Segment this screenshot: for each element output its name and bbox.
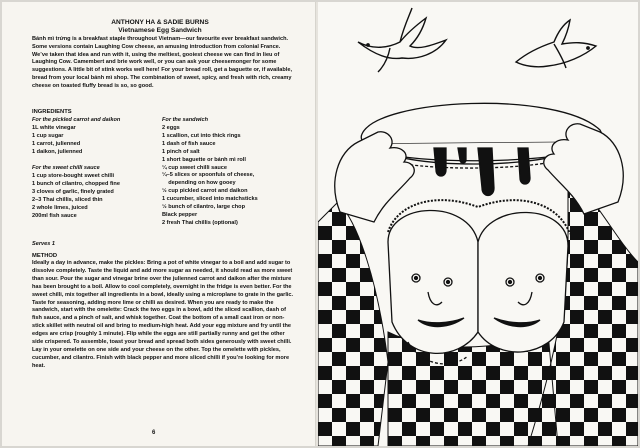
list-item: 2–3 Thai chillis, sliced thin: [32, 196, 103, 203]
list-item: 1 daikon, julienned: [32, 148, 83, 155]
list-item: ½ cup pickled carrot and daikon: [162, 188, 248, 195]
method-text: Ideally a day in advance, make the pickles: Bring a pot of white vinegar to a boil and add sugar to dissolve completely. Taste the liquid and add more sugar as needed, it should read as more sweet than sour. Pour the sugar and vinegar brine over the julienned carrot and daikon after the mixture has been brought to a boil. Allow to cool completely, overnight in the fridge is even better. For the sweet chilli, mix together all ingredients in a bowl, ideally using a microplane to grate in the garlic. Taste for seasoning, adding more lime or chilli as desired. When you are ready to make the sandwich, start with the omelette: Crack the two eggs in a bowl, add the sliced scallion, dash of fish sauce, and a pinch of salt, and whisk together. Coat the bottom of a small cast iron or non-stick skillet with neutral oil and bring to medium-high heat. Add your egg mixture and fry until the edges are crisp (roughly 1 minute). Flip while the eggs are still partially runny and get the other side crispered. To assemble, toast your bread and spread both sides generously with sweet chilli. Lay in your omelette on one side and your cheese on the other. Top the omelette with pickles, cucumber, and cilantro. Finish with black pepper and more sliced chilli if you’re looking for more heat.: [32, 260, 294, 369]
list-item: 1 dash of fish sauce: [162, 140, 216, 147]
list-item: 1 short baguette or bánh mì roll: [162, 156, 246, 163]
list-item: 1 cup sugar: [32, 132, 64, 139]
list-item: 1 carrot, julienned: [32, 140, 81, 147]
list-item: Black pepper: [162, 211, 198, 218]
sandwich-list: [162, 125, 258, 228]
list-item: 2 whole limes, juiced: [32, 204, 88, 211]
bird-right-icon: [516, 20, 596, 68]
pickles-heading: For the pickled carrot and daikon: [32, 117, 121, 123]
list-item: 2 eggs: [162, 125, 180, 131]
list-item: 1 scallion, cut into thick rings: [162, 132, 241, 139]
list-item: 200ml fish sauce: [32, 212, 77, 219]
list-item: 1L white vinegar: [32, 125, 76, 131]
faces-drawing: [388, 200, 570, 364]
recipe-header: [32, 19, 288, 35]
illustration-page: [318, 2, 638, 446]
sandwich-heading: For the sandwich: [162, 117, 208, 123]
recipe-title: Vietnamese Egg Sandwich: [118, 27, 202, 34]
list-item: ½ bunch of cilantro, large chop: [162, 204, 245, 211]
chilli-heading: For the sweet chilli sauce: [32, 165, 100, 171]
list-item: 3 cloves of garlic, finely grated: [32, 188, 114, 195]
list-item: 1 cucumber, sliced into matchsticks: [162, 196, 258, 203]
sandwich-illustration: [318, 2, 638, 446]
list-item: 1 pinch of salt: [162, 148, 200, 155]
bird-left-icon: [358, 8, 446, 72]
list-item: depending on how gooey: [162, 180, 236, 187]
page-number: 6: [152, 430, 156, 436]
ingredients-heading: INGREDIENTS: [32, 109, 72, 115]
pickles-list: [32, 125, 82, 157]
left-page: [2, 2, 316, 446]
serves-label: Serves 1: [32, 241, 56, 247]
list-item: ¼ cup sweet chilli sauce: [162, 164, 227, 171]
recipe-intro: Bánh mì trứng is a breakfast staple throughout Vietnam—our favourite ever breakfast sandwich. Some versions contain Laughing Cow cheese, an amusing introduction from colonial France. We’ve taken that idea and run with it, using the meltiest, gooiest cheese we can find in lieu of Laughing Cow. Camembert and brie work well, or you can ask your cheesemonger for some suggestions. A little bit of stink works well here! For your bread roll, get a baguette or, if available, bread from your local bánh mì shop. The combination of sweet, spicy, and fresh with rich, creamy cheese on toasted fluffy bread is so, so good.: [32, 36, 293, 89]
method-heading: METHOD: [32, 253, 58, 259]
list-item: 2 fresh Thai chillis (optional): [162, 219, 238, 226]
list-item: 1 bunch of cilantro, chopped fine: [32, 180, 120, 187]
recipe-authors: ANTHONY HA & SADIE BURNS: [111, 19, 209, 26]
list-item: ¼–5 slices or spoonfuls of cheese,: [162, 172, 255, 179]
chilli-list: [32, 173, 120, 220]
list-item: 1 cup store-bought sweet chilli: [32, 173, 115, 179]
